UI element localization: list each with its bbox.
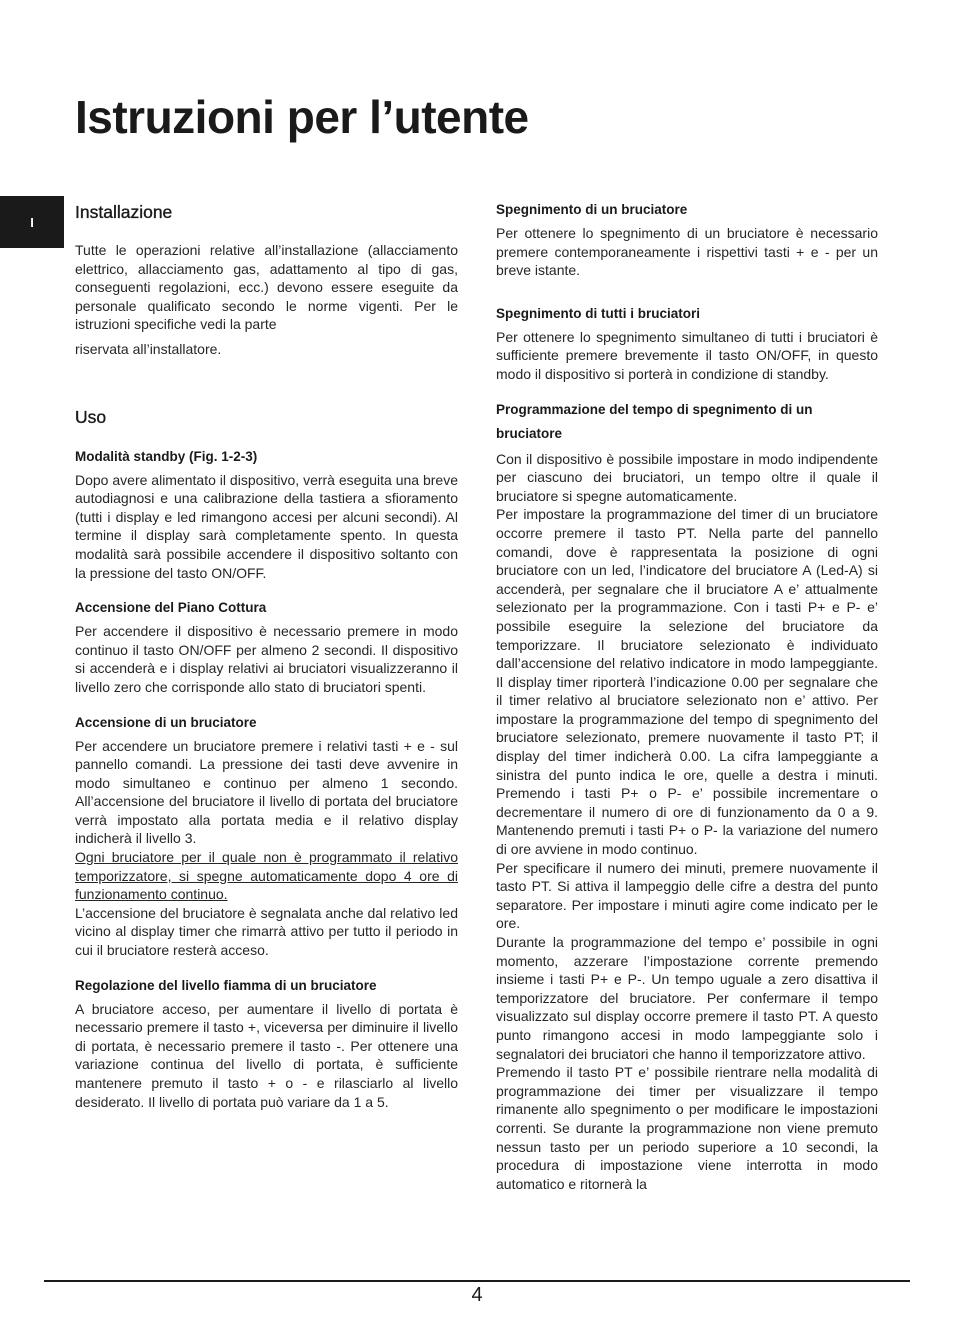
programmazione-paragraph-3: Per specificare il numero dei minuti, premere nuovamente il tasto PT. Si attiva il lampeggio delle cifre a destra del punto separatore. Per impostare i minuti agire come indicato per le ore. — [496, 859, 878, 932]
installazione-text-2: riservata all’installatore. — [75, 340, 222, 357]
accensione-bruciatore-text-2: L’accensione del bruciatore è segnalata anche dal relativo led vicino al display timer che rimarrà attivo per tutto il periodo in cui il bruciatore resterà acceso. — [75, 904, 458, 959]
section-title-uso: Uso — [75, 406, 107, 427]
spegnimento-tutti-text: Per ottenere lo spegnimento simultaneo di tutti i bruciatori è sufficiente premere brevemente il tasto ON/OFF, in questo modo il dispositivo si porterà in condizione di standby. — [496, 328, 878, 382]
page-number: 4 — [471, 1284, 483, 1306]
accensione-piano-text: Per accendere il dispositivo è necessario premere in modo continuo il tasto ON/OFF per almeno 2 secondi. Il dispositivo si accenderà e i display relativi ai bruciatori visualizzeranno il livello zero che corrisponde allo stato di bruciatori spenti. — [75, 623, 458, 695]
page-title: Istruzioni per l’utente — [75, 91, 529, 143]
subsection-title-programmazione: Programmazione del tempo di spegnimento di un bruciatore — [496, 401, 813, 441]
programmazione-paragraph-4: Durante la programmazione del tempo e’ possibile in ogni momento, azzerare l’impostazione corrente premendo insieme i tasti P+ e P-. Un tempo uguale a zero disattiva il temporizzatore del bruciatore. Per confermare il tempo visualizzato sul display occorre premere il tasto PT. A questo punto rimangono accesi in modo lampeggiante solo i segnalatori dei bruciatori che hanno il temporizzatore attivo. — [496, 934, 878, 1062]
standby-text: Dopo avere alimentato il dispositivo, verrà eseguita una breve autodiagnosi e una calibrazione della tastiera a sfioramento (tutti i display e led rimangono accesi per alcuni secondi). Al termine il display sarà completamente spento. In questa modalità sarà possibile accendere il dispositivo soltanto con la pressione del tasto ON/OFF. — [75, 471, 458, 581]
subsection-title-spegnimento-tutti: Spegnimento di tutti i bruciatori — [496, 305, 700, 321]
installazione-text: Tutte le operazioni relative all’installazione (allacciamento elettrico, allacciamento gas, adattamento al tipo di gas, conseguenti regolazioni, ecc.) devono essere eseguite da personale qualificato secondo le norme vigenti. Per le istruzioni specifiche vedi la parte — [75, 242, 458, 333]
section-title-installazione: Installazione — [75, 202, 173, 222]
subsection-title-standby: Modalità standby (Fig. 1-2-3) — [75, 448, 258, 464]
subsection-title-regolazione: Regolazione del livello fiamma di un bruciatore — [75, 977, 377, 993]
programmazione-paragraph-5: Premendo il tasto PT e’ possibile rientrare nella modalità di programmazione dei timer per visualizzare il tempo rimanente allo spegnimento o per modificare le impostazioni correnti. Se durante la programmazione non viene premuto nessun tasto per un periodo superiore a 10 secondi, la procedura di impostazione viene interrotta in modo automatico e ritornerà la — [496, 1064, 878, 1192]
left-column — [75, 200, 458, 1111]
subsection-title-accensione-piano: Accensione del Piano Cottura — [75, 600, 267, 616]
language-tab: I — [0, 196, 64, 248]
footer-divider — [44, 1280, 910, 1282]
subsection-title-spegnimento: Spegnimento di un bruciatore — [496, 202, 688, 217]
regolazione-text: A bruciatore acceso, per aumentare il livello di portata è necessario premere il tasto +, viceversa per diminuire il livello di portata, è necessario premere il tasto -. Per ottenere una variazione continua del livello di portata, è sufficiente mantenere premuto il tasto + o - e rilasciarlo al livello desiderato. Il livello di portata può variare da 1 a 5. — [75, 1000, 458, 1110]
programmazione-paragraph-1: Con il dispositivo è possibile impostare in modo indipendente per ciascuno dei bruciatori, un tempo oltre il quale il bruciatore si spegne automaticamente. — [496, 450, 878, 504]
programmazione-paragraph-2: Per impostare la programmazione del timer di un bruciatore occorre premere il tasto PT. Nella parte del pannello comandi, dove è rappresentata la posizione di ogni bruciatore con un led, l’indicatore del bruciatore A (Led-A) si accenderà, per segnalare che il bruciatore A e’ attualmente selezionato per la programmazione. Con i tasti P+ e P- e’ possibile eseguire la selezione del bruciatore da temporizzare. Il bruciatore selezionato è individuato dall’accensione del relativo indicatore in modo lampeggiante. Il display timer riporterà l’indicazione 0.00 per segnalare che il timer relativo al bruciatore selezionato non e’ attivo. Per impostare la programmazione del tempo di spegnimento del bruciatore selezionato, premere nuovamente il tasto PT; il display del timer indicherà 0.00. La cifra lampeggiante a sinistra del punto indica le ore, quelle a destra i minuti. Premendo i tasti P+ o P- e’ possibile incrementare o decrementare il numero di ore di funzionamento da 0 a 9. Mantenendo premuti i tasti P+ o P- la variazione del numero di ore avviene in modo continuo. — [496, 506, 878, 858]
accensione-bruciatore-text: Per accendere un bruciatore premere i relativi tasti + e - sul pannello comandi. La pressione dei tasti deve avvenire in modo simultaneo e continuo per almeno 1 secondo. All’accensione del bruciatore il livello di portata del bruciatore verrà impostato alla portata media e il relativo display indicherà il livello 3. — [75, 737, 458, 847]
right-column — [496, 200, 878, 1193]
accensione-bruciatore-underlined: Ogni bruciatore per il quale non è programmato il relativo temporizzatore, si spegne automaticamente dopo 4 ore di funzionamento continuo. — [75, 849, 458, 903]
subsection-title-accensione-bruciatore: Accensione di un bruciatore — [75, 714, 257, 730]
spegnimento-text: Per ottenere lo spegnimento di un bruciatore è necessario premere contemporaneamente i rispettivi tasti + e - per un breve istante. — [496, 225, 878, 279]
